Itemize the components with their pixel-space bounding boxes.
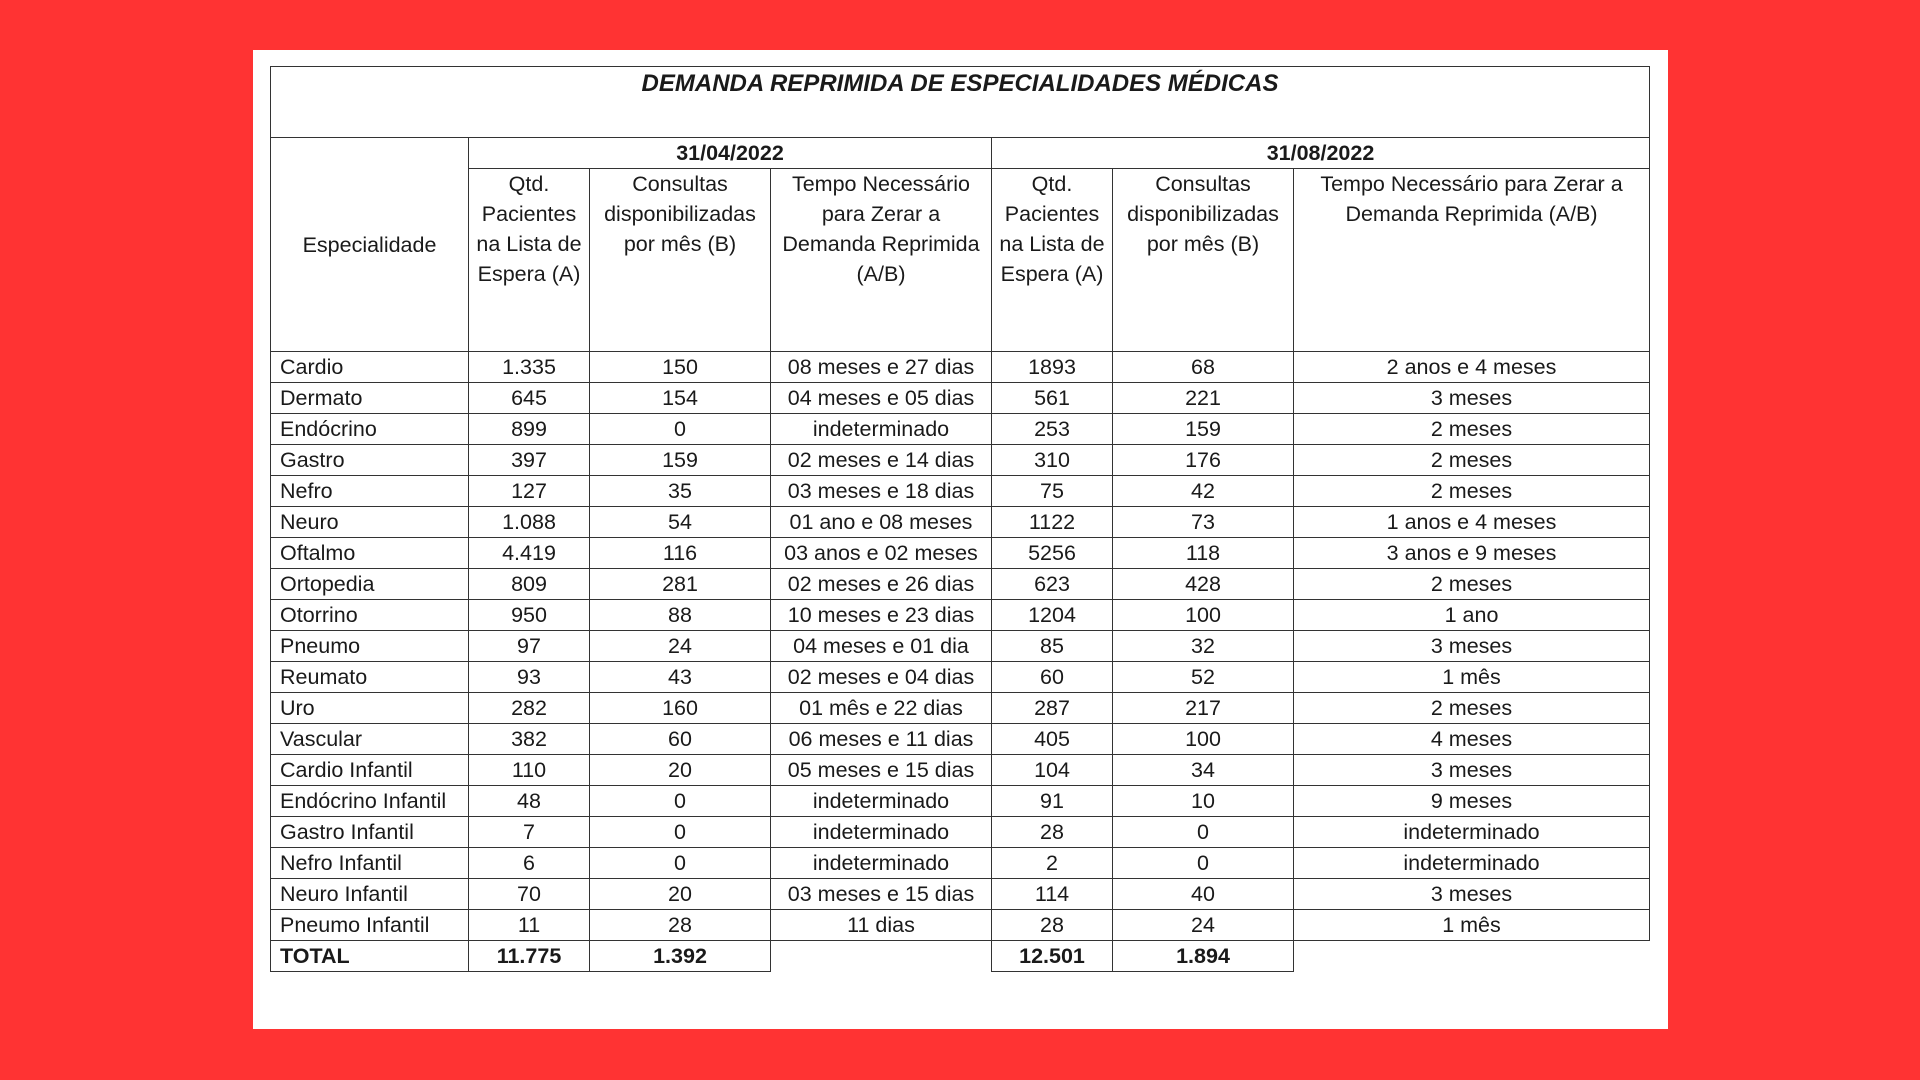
- cell-consultas-1: 28: [590, 910, 771, 941]
- cell-especialidade: Ortopedia: [271, 569, 469, 600]
- cell-qtd-2: 5256: [992, 538, 1113, 569]
- cell-qtd-2: 1122: [992, 507, 1113, 538]
- cell-tempo-2: 9 meses: [1294, 786, 1650, 817]
- cell-qtd-1: 397: [469, 445, 590, 476]
- cell-qtd-2: 623: [992, 569, 1113, 600]
- cell-tempo-2: 2 meses: [1294, 569, 1650, 600]
- cell-tempo-1: 02 meses e 04 dias: [771, 662, 992, 693]
- cell-qtd-1: 97: [469, 631, 590, 662]
- cell-consultas-1: 24: [590, 631, 771, 662]
- cell-qtd-1: 48: [469, 786, 590, 817]
- table-row: [271, 569, 1650, 600]
- cell-qtd-2: 104: [992, 755, 1113, 786]
- cell-qtd-2: 28: [992, 910, 1113, 941]
- cell-tempo-2: indeterminado: [1294, 848, 1650, 879]
- cell-tempo-2: 1 ano: [1294, 600, 1650, 631]
- cell-consultas-1: 159: [590, 445, 771, 476]
- cell-consultas-2: 52: [1113, 662, 1294, 693]
- cell-especialidade: Gastro: [271, 445, 469, 476]
- cell-consultas-2: 118: [1113, 538, 1294, 569]
- cell-qtd-1: 11: [469, 910, 590, 941]
- cell-consultas-1: 150: [590, 352, 771, 383]
- cell-tempo-2: 2 meses: [1294, 414, 1650, 445]
- cell-consultas-1: 281: [590, 569, 771, 600]
- cell-consultas-2: 73: [1113, 507, 1294, 538]
- total-empty-cell: [771, 941, 992, 972]
- cell-tempo-1: 02 meses e 26 dias: [771, 569, 992, 600]
- cell-consultas-1: 60: [590, 724, 771, 755]
- header-tempo-2: Tempo Necessário para Zerar a Demanda Reprimida (A/B): [1294, 169, 1650, 352]
- header-qtd-1: Qtd. Pacientes na Lista de Espera (A): [469, 169, 590, 352]
- cell-qtd-2: 310: [992, 445, 1113, 476]
- cell-consultas-2: 10: [1113, 786, 1294, 817]
- cell-consultas-2: 159: [1113, 414, 1294, 445]
- cell-tempo-2: 2 meses: [1294, 476, 1650, 507]
- cell-consultas-1: 20: [590, 879, 771, 910]
- cell-qtd-1: 899: [469, 414, 590, 445]
- cell-qtd-1: 6: [469, 848, 590, 879]
- period-2-date: 31/08/2022: [992, 138, 1650, 169]
- cell-consultas-2: 34: [1113, 755, 1294, 786]
- cell-tempo-1: indeterminado: [771, 848, 992, 879]
- cell-tempo-1: 01 mês e 22 dias: [771, 693, 992, 724]
- cell-consultas-2: 0: [1113, 817, 1294, 848]
- cell-consultas-2: 68: [1113, 352, 1294, 383]
- total-consultas-1: 1.392: [590, 941, 771, 972]
- cell-tempo-2: 3 anos e 9 meses: [1294, 538, 1650, 569]
- cell-consultas-1: 154: [590, 383, 771, 414]
- period-1-date: 31/04/2022: [469, 138, 992, 169]
- cell-qtd-2: 75: [992, 476, 1113, 507]
- cell-qtd-1: 7: [469, 817, 590, 848]
- table-row: [271, 817, 1650, 848]
- cell-consultas-2: 40: [1113, 879, 1294, 910]
- cell-qtd-2: 91: [992, 786, 1113, 817]
- cell-tempo-2: 1 anos e 4 meses: [1294, 507, 1650, 538]
- cell-tempo-1: 06 meses e 11 dias: [771, 724, 992, 755]
- table-row: [271, 507, 1650, 538]
- cell-tempo-1: 03 meses e 15 dias: [771, 879, 992, 910]
- cell-qtd-2: 405: [992, 724, 1113, 755]
- cell-tempo-1: 04 meses e 01 dia: [771, 631, 992, 662]
- cell-tempo-1: 08 meses e 27 dias: [771, 352, 992, 383]
- total-qtd-2: 12.501: [992, 941, 1113, 972]
- table-row: [271, 693, 1650, 724]
- cell-especialidade: Neuro: [271, 507, 469, 538]
- header-consultas-1: Consultas disponibilizadas por mês (B): [590, 169, 771, 352]
- cell-especialidade: Endócrino Infantil: [271, 786, 469, 817]
- period-row: [271, 138, 1650, 169]
- cell-qtd-1: 93: [469, 662, 590, 693]
- total-empty-cell: [1294, 941, 1650, 972]
- cell-consultas-2: 221: [1113, 383, 1294, 414]
- cell-consultas-2: 428: [1113, 569, 1294, 600]
- cell-especialidade: Oftalmo: [271, 538, 469, 569]
- cell-qtd-2: 85: [992, 631, 1113, 662]
- table-row: [271, 879, 1650, 910]
- cell-qtd-1: 110: [469, 755, 590, 786]
- table-title: DEMANDA REPRIMIDA DE ESPECIALIDADES MÉDICAS: [271, 67, 1650, 138]
- document-sheet: [253, 50, 1668, 1029]
- table-row: [271, 600, 1650, 631]
- header-qtd-2: Qtd. Pacientes na Lista de Espera (A): [992, 169, 1113, 352]
- cell-consultas-2: 24: [1113, 910, 1294, 941]
- title-row: [271, 67, 1650, 138]
- cell-tempo-1: 03 anos e 02 meses: [771, 538, 992, 569]
- cell-qtd-2: 1204: [992, 600, 1113, 631]
- table-row: [271, 724, 1650, 755]
- cell-especialidade: Neuro Infantil: [271, 879, 469, 910]
- table-row: [271, 755, 1650, 786]
- cell-consultas-1: 54: [590, 507, 771, 538]
- cell-especialidade: Cardio Infantil: [271, 755, 469, 786]
- cell-qtd-2: 253: [992, 414, 1113, 445]
- cell-tempo-2: 1 mês: [1294, 662, 1650, 693]
- total-qtd-1: 11.775: [469, 941, 590, 972]
- cell-consultas-1: 88: [590, 600, 771, 631]
- table-row: [271, 445, 1650, 476]
- cell-qtd-1: 1.335: [469, 352, 590, 383]
- cell-consultas-1: 0: [590, 786, 771, 817]
- cell-consultas-1: 0: [590, 414, 771, 445]
- cell-especialidade: Gastro Infantil: [271, 817, 469, 848]
- cell-especialidade: Endócrino: [271, 414, 469, 445]
- cell-qtd-2: 2: [992, 848, 1113, 879]
- cell-tempo-2: 2 anos e 4 meses: [1294, 352, 1650, 383]
- cell-tempo-1: 10 meses e 23 dias: [771, 600, 992, 631]
- cell-qtd-2: 28: [992, 817, 1113, 848]
- cell-tempo-1: 01 ano e 08 meses: [771, 507, 992, 538]
- cell-especialidade: Reumato: [271, 662, 469, 693]
- cell-tempo-2: indeterminado: [1294, 817, 1650, 848]
- cell-consultas-2: 217: [1113, 693, 1294, 724]
- cell-consultas-1: 0: [590, 848, 771, 879]
- table-row: [271, 910, 1650, 941]
- table-row: [271, 631, 1650, 662]
- cell-consultas-2: 100: [1113, 724, 1294, 755]
- cell-tempo-2: 4 meses: [1294, 724, 1650, 755]
- table-row: [271, 786, 1650, 817]
- cell-consultas-2: 42: [1113, 476, 1294, 507]
- cell-qtd-2: 561: [992, 383, 1113, 414]
- cell-qtd-1: 382: [469, 724, 590, 755]
- cell-consultas-2: 176: [1113, 445, 1294, 476]
- header-especialidade: Especialidade: [271, 138, 469, 352]
- cell-qtd-1: 70: [469, 879, 590, 910]
- table-row: [271, 662, 1650, 693]
- cell-qtd-2: 60: [992, 662, 1113, 693]
- cell-qtd-1: 645: [469, 383, 590, 414]
- cell-consultas-1: 0: [590, 817, 771, 848]
- total-row: [271, 941, 1650, 972]
- cell-tempo-1: 02 meses e 14 dias: [771, 445, 992, 476]
- cell-tempo-1: 11 dias: [771, 910, 992, 941]
- cell-qtd-2: 287: [992, 693, 1113, 724]
- cell-tempo-2: 2 meses: [1294, 693, 1650, 724]
- cell-consultas-1: 20: [590, 755, 771, 786]
- cell-qtd-1: 4.419: [469, 538, 590, 569]
- cell-qtd-1: 127: [469, 476, 590, 507]
- cell-tempo-1: indeterminado: [771, 786, 992, 817]
- cell-especialidade: Otorrino: [271, 600, 469, 631]
- cell-qtd-1: 950: [469, 600, 590, 631]
- cell-tempo-1: 05 meses e 15 dias: [771, 755, 992, 786]
- cell-tempo-2: 1 mês: [1294, 910, 1650, 941]
- cell-tempo-2: 2 meses: [1294, 445, 1650, 476]
- cell-especialidade: Dermato: [271, 383, 469, 414]
- table-row: [271, 476, 1650, 507]
- cell-tempo-1: indeterminado: [771, 414, 992, 445]
- cell-consultas-1: 35: [590, 476, 771, 507]
- cell-especialidade: Uro: [271, 693, 469, 724]
- cell-especialidade: Pneumo: [271, 631, 469, 662]
- cell-tempo-2: 3 meses: [1294, 879, 1650, 910]
- total-consultas-2: 1.894: [1113, 941, 1294, 972]
- cell-qtd-1: 1.088: [469, 507, 590, 538]
- cell-especialidade: Pneumo Infantil: [271, 910, 469, 941]
- header-consultas-2: Consultas disponibilizadas por mês (B): [1113, 169, 1294, 352]
- cell-especialidade: Nefro: [271, 476, 469, 507]
- table-row: [271, 352, 1650, 383]
- cell-tempo-1: 04 meses e 05 dias: [771, 383, 992, 414]
- cell-consultas-2: 0: [1113, 848, 1294, 879]
- cell-especialidade: Cardio: [271, 352, 469, 383]
- cell-qtd-2: 114: [992, 879, 1113, 910]
- table-row: [271, 383, 1650, 414]
- cell-tempo-1: indeterminado: [771, 817, 992, 848]
- cell-consultas-1: 116: [590, 538, 771, 569]
- table-row: [271, 538, 1650, 569]
- cell-tempo-2: 3 meses: [1294, 383, 1650, 414]
- header-tempo-1: Tempo Necessário para Zerar a Demanda Reprimida (A/B): [771, 169, 992, 352]
- cell-qtd-2: 1893: [992, 352, 1113, 383]
- cell-especialidade: Vascular: [271, 724, 469, 755]
- column-header-row: [271, 169, 1650, 352]
- demand-table: [270, 66, 1650, 972]
- cell-consultas-1: 160: [590, 693, 771, 724]
- table-row: [271, 848, 1650, 879]
- cell-tempo-2: 3 meses: [1294, 631, 1650, 662]
- cell-consultas-2: 32: [1113, 631, 1294, 662]
- cell-consultas-1: 43: [590, 662, 771, 693]
- cell-consultas-2: 100: [1113, 600, 1294, 631]
- cell-especialidade: Nefro Infantil: [271, 848, 469, 879]
- cell-qtd-1: 809: [469, 569, 590, 600]
- cell-tempo-1: 03 meses e 18 dias: [771, 476, 992, 507]
- cell-qtd-1: 282: [469, 693, 590, 724]
- total-label: TOTAL: [271, 941, 469, 972]
- cell-tempo-2: 3 meses: [1294, 755, 1650, 786]
- table-row: [271, 414, 1650, 445]
